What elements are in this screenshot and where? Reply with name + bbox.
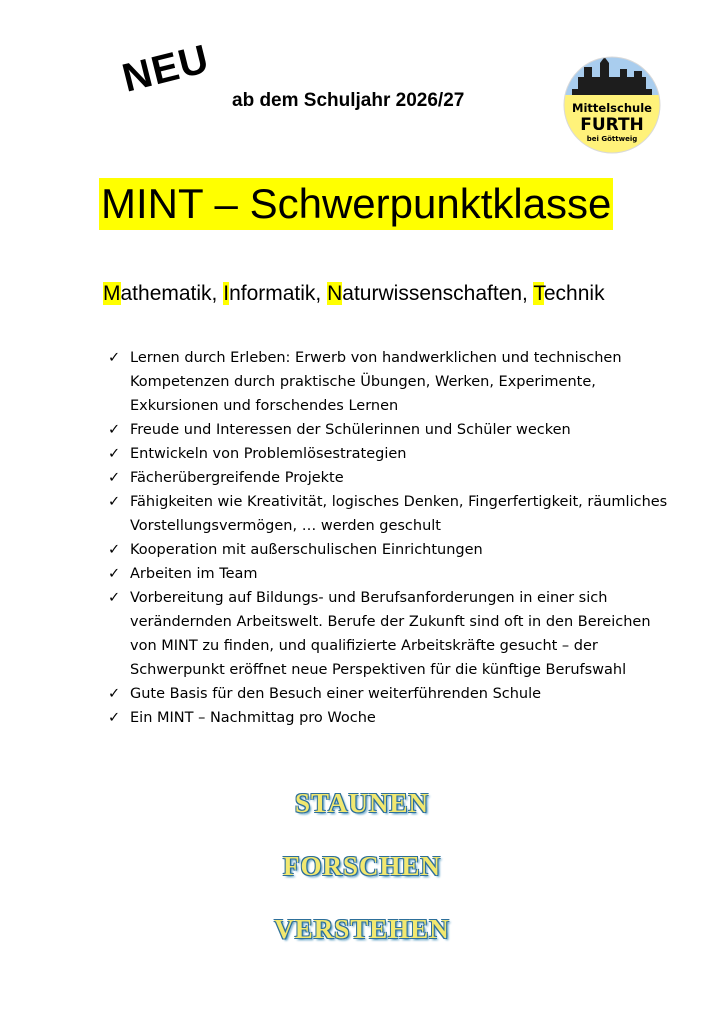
checkmark-icon: ✓ <box>108 686 121 702</box>
logo-line3: bei Göttweig <box>586 135 638 143</box>
list-item: ✓ Fächerübergreifende Projekte <box>108 466 668 490</box>
school-logo-graphic <box>562 55 662 155</box>
checkmark-icon: ✓ <box>108 590 121 606</box>
list-item: ✓ Kooperation mit außerschulischen Einrichtungen <box>108 538 668 562</box>
list-item: ✓ Arbeiten im Team <box>108 562 668 586</box>
subject-rest: athematik, <box>120 282 218 305</box>
school-year-subtitle: ab dem Schuljahr 2026/27 <box>232 90 465 111</box>
list-item: ✓ Freude und Interessen der Schülerinnen und Schüler wecken <box>108 418 668 442</box>
school-logo <box>562 55 662 155</box>
logo-line1: Mittelschule <box>572 101 652 115</box>
checkmark-icon: ✓ <box>108 566 121 582</box>
subject-initial: N <box>327 282 343 305</box>
logo-line2: FURTH <box>580 115 644 135</box>
checkmark-icon: ✓ <box>108 710 121 726</box>
subject-informatik <box>223 282 321 305</box>
checkmark-icon: ✓ <box>108 470 121 486</box>
list-item: ✓ Vorbereitung auf Bildungs- und Berufsanforderungen in einer sich verändernden Arbeitswelt. Berufe der Zukunft sind oft in den Bereichen von MINT zu finden, und qualifizierte Arbeitskräfte gesucht – der Schwerpunkt eröffnet neue Perspektiven für die künftige Berufswahl <box>108 586 668 682</box>
subject-rest: aturwissenschaften, <box>342 282 528 305</box>
subject-rest: echnik <box>543 282 605 305</box>
list-item: ✓ Lernen durch Erleben: Erwerb von handwerklichen und technischen Kompetenzen durch praktische Übungen, Werken, Experimente, Exkursionen und forschendes Lernen <box>108 346 668 418</box>
checkmark-icon: ✓ <box>108 422 121 438</box>
motto-staunen: STAUNEN <box>294 788 430 818</box>
subject-mathematik <box>103 282 217 305</box>
checkmark-icon: ✓ <box>108 446 121 462</box>
subject-rest: nformatik, <box>229 282 322 305</box>
subject-initial: T <box>533 282 544 305</box>
subject-initial: M <box>103 282 121 305</box>
list-item: ✓ Fähigkeiten wie Kreativität, logisches Denken, Fingerfertigkeit, räumliches Vorstellungsvermögen, … werden geschult <box>108 490 668 538</box>
list-item: ✓ Gute Basis für den Besuch einer weiterführenden Schule <box>108 682 668 706</box>
checkmark-icon: ✓ <box>108 542 121 558</box>
subject-initial: I <box>223 282 230 305</box>
checkmark-icon: ✓ <box>108 350 121 366</box>
checkmark-icon: ✓ <box>108 494 121 510</box>
subjects-line <box>103 282 605 306</box>
subject-naturwissenschaften <box>327 282 528 305</box>
feature-list <box>108 346 668 730</box>
page-title: MINT – Schwerpunktklasse <box>99 178 613 230</box>
new-badge: NEU <box>118 36 214 101</box>
motto-forschen: FORSCHEN <box>282 851 442 881</box>
subject-technik <box>533 282 604 305</box>
list-item: ✓ Entwickeln von Problemlösestrategien <box>108 442 668 466</box>
list-item: ✓ Ein MINT – Nachmittag pro Woche <box>108 706 668 730</box>
motto-verstehen: VERSTEHEN <box>274 914 450 944</box>
